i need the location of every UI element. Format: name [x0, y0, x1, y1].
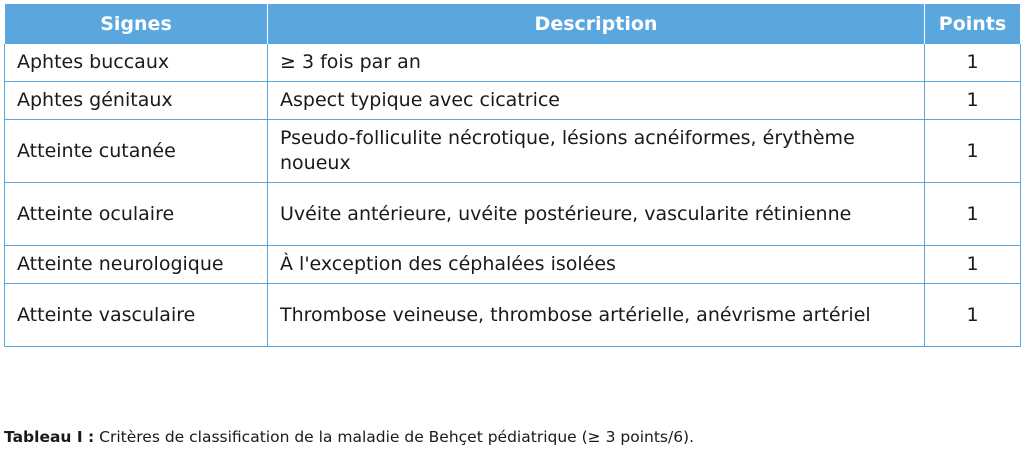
cell-description: Thrombose veineuse, thrombose artérielle, anévrisme artériel	[268, 284, 925, 347]
table-row	[5, 183, 1021, 246]
cell-sign: Atteinte oculaire	[5, 183, 268, 246]
cell-description: Pseudo-folliculite nécrotique, lésions acnéiformes, érythème noueux	[268, 120, 925, 183]
table-row	[5, 120, 1021, 183]
header-description: Description	[268, 4, 925, 44]
table-row	[5, 246, 1021, 284]
table-header-row	[5, 4, 1021, 44]
cell-sign: Atteinte cutanée	[5, 120, 268, 183]
cell-description: ≥ 3 fois par an	[268, 44, 925, 82]
caption-text: Critères de classification de la maladie de Behçet pédiatrique (≥ 3 points/6).	[94, 428, 695, 446]
table-row	[5, 44, 1021, 82]
caption-label: Tableau I :	[4, 428, 95, 446]
cell-points: 1	[925, 44, 1021, 82]
cell-sign: Atteinte neurologique	[5, 246, 268, 284]
table-row	[5, 284, 1021, 347]
criteria-table	[4, 4, 1021, 347]
cell-points: 1	[925, 183, 1021, 246]
table-caption	[4, 428, 694, 446]
cell-sign: Atteinte vasculaire	[5, 284, 268, 347]
table-row	[5, 82, 1021, 120]
cell-description: Aspect typique avec cicatrice	[268, 82, 925, 120]
cell-points: 1	[925, 284, 1021, 347]
cell-points: 1	[925, 246, 1021, 284]
cell-points: 1	[925, 120, 1021, 183]
header-points: Points	[925, 4, 1021, 44]
cell-sign: Aphtes buccaux	[5, 44, 268, 82]
cell-description: À l'exception des céphalées isolées	[268, 246, 925, 284]
header-signes: Signes	[5, 4, 268, 44]
cell-sign: Aphtes génitaux	[5, 82, 268, 120]
cell-description: Uvéite antérieure, uvéite postérieure, vascularite rétinienne	[268, 183, 925, 246]
cell-points: 1	[925, 82, 1021, 120]
